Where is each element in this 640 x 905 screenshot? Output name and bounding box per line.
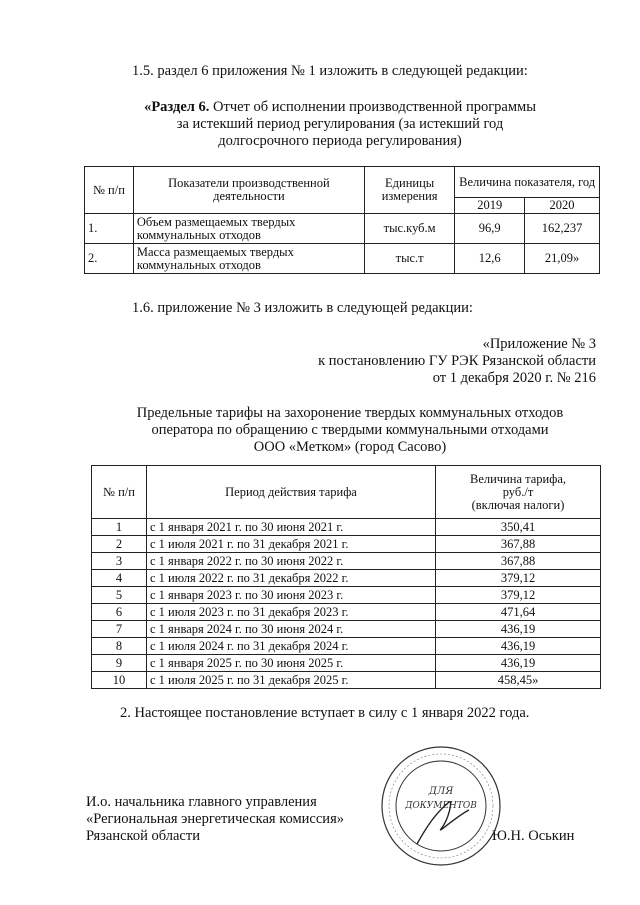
table-row bbox=[92, 655, 601, 672]
t1-row2-2019: 12,6 bbox=[455, 244, 525, 274]
table-row bbox=[85, 244, 600, 274]
t1-header-value: Величина показателя, год bbox=[455, 167, 600, 198]
appendix-line2: к постановлению ГУ РЭК Рязанской области bbox=[318, 353, 596, 369]
table-row bbox=[92, 638, 601, 655]
t2-num: 9 bbox=[92, 655, 147, 672]
section-6-bold-prefix: «Раздел 6. bbox=[144, 99, 210, 115]
section-6-title-line1: Отчет об исполнении производственной программы bbox=[209, 99, 536, 115]
t2-value: 458,45» bbox=[436, 672, 601, 689]
tariff-title bbox=[80, 405, 620, 456]
appendix-line1: «Приложение № 3 bbox=[482, 336, 596, 352]
t1-row2-indicator: Масса размещаемых твердых коммунальных отходов bbox=[133, 244, 364, 274]
table-row bbox=[92, 570, 601, 587]
t2-period: с 1 июля 2025 г. по 31 декабря 2025 г. bbox=[147, 672, 436, 689]
t2-num: 3 bbox=[92, 553, 147, 570]
table-row bbox=[92, 621, 601, 638]
tariff-title-line3: ООО «Метком» (город Сасово) bbox=[253, 439, 447, 455]
t1-row2-2020: 21,09» bbox=[525, 244, 600, 274]
t2-num: 6 bbox=[92, 604, 147, 621]
t2-value: 350,41 bbox=[436, 519, 601, 536]
t2-num: 4 bbox=[92, 570, 147, 587]
appendix-line3: от 1 декабря 2020 г. № 216 bbox=[432, 370, 596, 386]
t1-header-indicator: Показатели производственной деятельности bbox=[133, 167, 364, 214]
signature-line3: Рязанской области bbox=[86, 828, 200, 844]
signature-block bbox=[86, 794, 344, 845]
section-6-title-line2: за истекший период регулирования (за истекший год bbox=[176, 116, 504, 132]
t2-num: 1 bbox=[92, 519, 147, 536]
table-row bbox=[92, 553, 601, 570]
t1-header-unit: Единицы измерения bbox=[364, 167, 455, 214]
tariff-table bbox=[91, 465, 601, 689]
t2-header-value-line2: руб./т bbox=[502, 484, 534, 499]
appendix-header bbox=[260, 336, 596, 387]
t1-row1-indicator: Объем размещаемых твердых коммунальных отходов bbox=[133, 214, 364, 244]
t2-value: 471,64 bbox=[436, 604, 601, 621]
t2-period: с 1 января 2022 г. по 30 июня 2022 г. bbox=[147, 553, 436, 570]
t1-row1-2019: 96,9 bbox=[455, 214, 525, 244]
t2-period: с 1 января 2025 г. по 30 июня 2025 г. bbox=[147, 655, 436, 672]
item-1-6: 1.6. приложение № 3 изложить в следующей редакции: bbox=[132, 300, 473, 316]
table-row bbox=[85, 214, 600, 244]
t2-value: 367,88 bbox=[436, 553, 601, 570]
section-6-title-line3: долгосрочного периода регулирования) bbox=[218, 133, 462, 149]
t1-row1-unit: тыс.куб.м bbox=[364, 214, 455, 244]
t2-period: с 1 июля 2024 г. по 31 декабря 2024 г. bbox=[147, 638, 436, 655]
signature-line2: «Региональная энергетическая комиссия» bbox=[86, 811, 344, 827]
t1-row2-num: 2. bbox=[85, 244, 134, 274]
t2-header-num: № п/п bbox=[92, 466, 147, 519]
tariff-title-line2: оператора по обращению с твердыми коммунальными отходами bbox=[151, 422, 549, 438]
table-row bbox=[92, 536, 601, 553]
t2-period: с 1 января 2023 г. по 30 июня 2023 г. bbox=[147, 587, 436, 604]
t1-row1-num: 1. bbox=[85, 214, 134, 244]
t1-header-num: № п/п bbox=[85, 167, 134, 214]
t2-period: с 1 июля 2023 г. по 31 декабря 2023 г. bbox=[147, 604, 436, 621]
item-1-5: 1.5. раздел 6 приложения № 1 изложить в следующей редакции: bbox=[132, 63, 528, 79]
t2-value: 436,19 bbox=[436, 621, 601, 638]
signer-name: Ю.Н. Оськин bbox=[492, 828, 575, 844]
t2-num: 7 bbox=[92, 621, 147, 638]
section-6-title bbox=[120, 99, 560, 150]
tariff-title-line1: Предельные тарифы на захоронение твердых коммунальных отходов bbox=[136, 405, 564, 421]
t2-period: с 1 июля 2021 г. по 31 декабря 2021 г. bbox=[147, 536, 436, 553]
table-row bbox=[92, 604, 601, 621]
t2-value: 379,12 bbox=[436, 587, 601, 604]
t2-num: 8 bbox=[92, 638, 147, 655]
t2-num: 5 bbox=[92, 587, 147, 604]
t2-header-period: Период действия тарифа bbox=[147, 466, 436, 519]
t1-year-2019: 2019 bbox=[455, 198, 525, 214]
production-table bbox=[84, 166, 600, 274]
t2-num: 2 bbox=[92, 536, 147, 553]
t2-period: с 1 июля 2022 г. по 31 декабря 2022 г. bbox=[147, 570, 436, 587]
table-row bbox=[92, 519, 601, 536]
t1-year-2020: 2020 bbox=[525, 198, 600, 214]
t2-num: 10 bbox=[92, 672, 147, 689]
official-seal-icon bbox=[379, 744, 504, 869]
t2-value: 436,19 bbox=[436, 655, 601, 672]
t2-period: с 1 января 2024 г. по 30 июня 2024 г. bbox=[147, 621, 436, 638]
table-row bbox=[92, 672, 601, 689]
t1-row2-unit: тыс.т bbox=[364, 244, 455, 274]
table-row bbox=[92, 587, 601, 604]
t2-value: 436,19 bbox=[436, 638, 601, 655]
seal-center-line2: ДОКУМЕНТОВ bbox=[405, 801, 477, 811]
t2-header-value-line1: Величина тарифа, bbox=[469, 471, 567, 486]
t2-value: 367,88 bbox=[436, 536, 601, 553]
t1-row1-2020: 162,237 bbox=[525, 214, 600, 244]
t2-period: с 1 января 2021 г. по 30 июня 2021 г. bbox=[147, 519, 436, 536]
t2-header-value bbox=[436, 466, 601, 519]
seal-center-line1: ДЛЯ bbox=[428, 786, 454, 797]
item-2: 2. Настоящее постановление вступает в силу с 1 января 2022 года. bbox=[120, 705, 530, 721]
t2-value: 379,12 bbox=[436, 570, 601, 587]
t2-header-value-line3: (включая налоги) bbox=[471, 497, 565, 512]
signature-line1: И.о. начальника главного управления bbox=[86, 794, 317, 810]
